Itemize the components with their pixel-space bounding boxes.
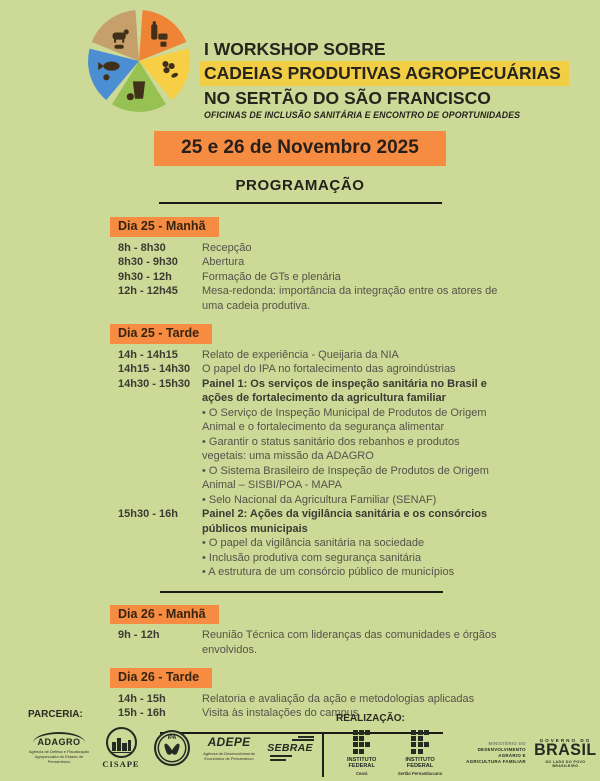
ministerio-line: MINISTÉRIO DO: [488, 741, 526, 747]
activity-title: O papel do IPA no fortalecimento das agroindústrias: [202, 363, 456, 375]
activity-title: Painel 2: Ações da vigilância sanitária e os consórcios públicos municipais: [202, 508, 488, 535]
activity-title: Abertura: [202, 256, 245, 268]
adepe-name: ADEPE: [207, 735, 251, 749]
brasil-tagline: DO LADO DO POVO BRASILEIRO: [545, 759, 586, 768]
divider: [159, 202, 442, 204]
time-slot: 14h30 - 15h30: [118, 377, 191, 390]
activity-title: Relato de experiência - Queijaria da NIA: [202, 348, 399, 361]
title-block: [204, 38, 569, 120]
realizacao-label: REALIZAÇÃO:: [336, 713, 405, 724]
schedule-row: [110, 348, 504, 363]
activity: [202, 692, 504, 707]
adepe-subtext: Agência de Desenvolvimento Econômico de Pernambuco: [203, 751, 255, 761]
governo-do-label: GOVERNO DO: [539, 738, 592, 744]
time-slot: 15h - 16h: [118, 707, 166, 719]
schedule-row: [110, 270, 504, 285]
time-slot: 14h - 14h15: [118, 348, 178, 361]
activity: [202, 507, 504, 580]
cisape-skyline-icon: [106, 727, 137, 758]
program-title: PROGRAMAÇÃO: [235, 177, 365, 194]
title-line-1: I WORKSHOP SOBRE: [204, 39, 386, 59]
activity-title: Recepção: [202, 241, 252, 254]
brasil-wordmark: BRASIL: [534, 741, 597, 760]
activity-title: Reunião Técnica com lideranças das comunidades e órgãos envolvidos.: [202, 629, 497, 656]
ministerio-line: AGRÁRIO E: [498, 752, 526, 758]
bullet-item: • Inclusão produtiva com segurança sanitária: [202, 551, 422, 564]
instituto-federal-ceara-logo: [336, 730, 387, 776]
parceria-block: [28, 709, 314, 769]
if-region: Ceará: [355, 770, 368, 776]
sebrae-bars-icon: [270, 755, 300, 761]
ministerio-line: DESENVOLVIMENTO: [477, 746, 526, 752]
section-label: Dia 26 - Tarde: [110, 668, 212, 688]
bullet-item: • O Serviço de Inspeção Municipal de Produtos de Origem Animal e o fortalecimento da segurança alimentar: [202, 406, 487, 433]
activity-title: Painel 1: Os serviços de inspeção sanitária no Brasil e ações de fortalecimento da agricultura familiar: [202, 377, 487, 404]
schedule-section: [110, 324, 504, 580]
activity: [202, 348, 504, 363]
title-line-2: [204, 61, 569, 86]
time-slot: 8h30 - 9h30: [118, 256, 178, 268]
sebrae-bars-icon: [284, 736, 314, 742]
food-chains-pie-logo: [86, 8, 192, 114]
activity: [202, 241, 504, 256]
ipa-emblem-icon: [154, 730, 190, 766]
schedule-row: [110, 241, 504, 256]
sebrae-name: SEBRAE: [267, 742, 313, 754]
activity: [202, 284, 504, 313]
bullet-item: • O papel da vigilância sanitária na sociedade: [202, 537, 425, 549]
sebrae-logo: [266, 736, 314, 761]
ipa-name: IPA: [167, 735, 177, 741]
divider: [160, 591, 443, 593]
ministerio-logo: [453, 741, 526, 764]
if-name: INSTITUTO FEDERAL: [405, 756, 435, 770]
bullet-item: • Garantir o status sanitário dos rebanhos e produtos vegetais: uma missão da ADAGRO: [202, 435, 460, 462]
activity: [202, 377, 504, 508]
schedule-row: [110, 692, 504, 707]
ipa-leaf-icon: [171, 742, 182, 755]
bullet-item: • O Sistema Brasileiro de Inspeção de Produtos de Origem Animal – SISBI/POA - MAPA: [202, 464, 489, 491]
time-slot: 8h - 8h30: [118, 241, 166, 254]
realizacao-logos: [336, 730, 598, 776]
activity: [202, 362, 504, 377]
section-label: Dia 26 - Manhã: [110, 605, 219, 625]
schedule-section: [110, 605, 504, 658]
realizacao-block: [336, 713, 598, 776]
activity: [202, 628, 504, 657]
time-slot: 14h - 15h: [118, 692, 166, 705]
cisape-name: CISAPE: [102, 759, 140, 769]
activity-title: Mesa-redonda: importância da integração entre os atores de uma cadeia produtiva.: [202, 285, 498, 312]
if-blocks-icon: [394, 730, 445, 754]
if-region: Sertão Pernambucano: [397, 770, 443, 776]
footer-divider: [322, 733, 324, 777]
time-slot: 12h - 12h45: [118, 285, 178, 297]
date-banner-wrap: [0, 131, 600, 166]
bullet-item: • Selo Nacional da Agricultura Familiar (SENAF): [202, 493, 437, 506]
schedule-row: [110, 628, 504, 657]
footer: [0, 709, 600, 781]
schedule-row: [110, 284, 504, 313]
parceria-logos: [28, 727, 314, 769]
time-slot: 9h30 - 12h: [118, 270, 172, 283]
schedule-row: [110, 507, 504, 580]
subtitle: OFICINAS DE INCLUSÃO SANITÁRIA E ENCONTRO DE OPORTUNIDADES: [204, 110, 521, 120]
activity: [202, 270, 504, 285]
header: [0, 0, 600, 120]
ipa-logo: [152, 730, 192, 766]
adagro-name: ADAGRO: [37, 737, 81, 747]
if-name: INSTITUTO FEDERAL: [346, 756, 377, 770]
time-slot: 9h - 12h: [118, 629, 160, 641]
activity-title: Formação de GTs e plenária: [202, 270, 341, 283]
schedule-row: [110, 362, 504, 377]
schedule-row: [110, 255, 504, 270]
time-slot: 14h15 - 14h30: [118, 363, 191, 375]
title-highlight: CADEIAS PRODUTIVAS AGROPECUÁRIAS: [200, 61, 569, 86]
cisape-logo: [98, 727, 144, 769]
activity: [202, 255, 504, 270]
date-banner: 25 e 26 de Novembro 2025: [154, 131, 446, 166]
adepe-logo: [200, 735, 258, 761]
adagro-logo: [28, 732, 90, 764]
ministerio-line: AGRICULTURA FAMILIAR: [466, 758, 526, 764]
parceria-label: PARCERIA:: [28, 709, 83, 720]
activity-title: Relatoria e avaliação da ação e metodologias aplicadas: [202, 692, 475, 705]
schedule-row: [110, 377, 504, 508]
governo-brasil-logo: [533, 738, 598, 768]
section-label: Dia 25 - Tarde: [110, 324, 212, 344]
time-slot: 15h30 - 16h: [118, 508, 178, 520]
title-line-3: NO SERTÃO DO SÃO FRANCISCO: [204, 88, 491, 108]
schedule-section: [110, 217, 504, 313]
section-label: Dia 25 - Manhã: [110, 217, 219, 237]
bullet-item: • A estrutura de um consórcio público de municípios: [202, 566, 455, 578]
instituto-federal-sertao-logo: [394, 730, 445, 776]
activity-title: Visita às instalações do campus: [202, 707, 359, 719]
if-blocks-icon: [336, 730, 387, 754]
schedule: [110, 217, 504, 734]
adagro-subtext: Agência de Defesa e Fiscalização Agropecuária do Estado de Pernambuco: [28, 749, 90, 764]
